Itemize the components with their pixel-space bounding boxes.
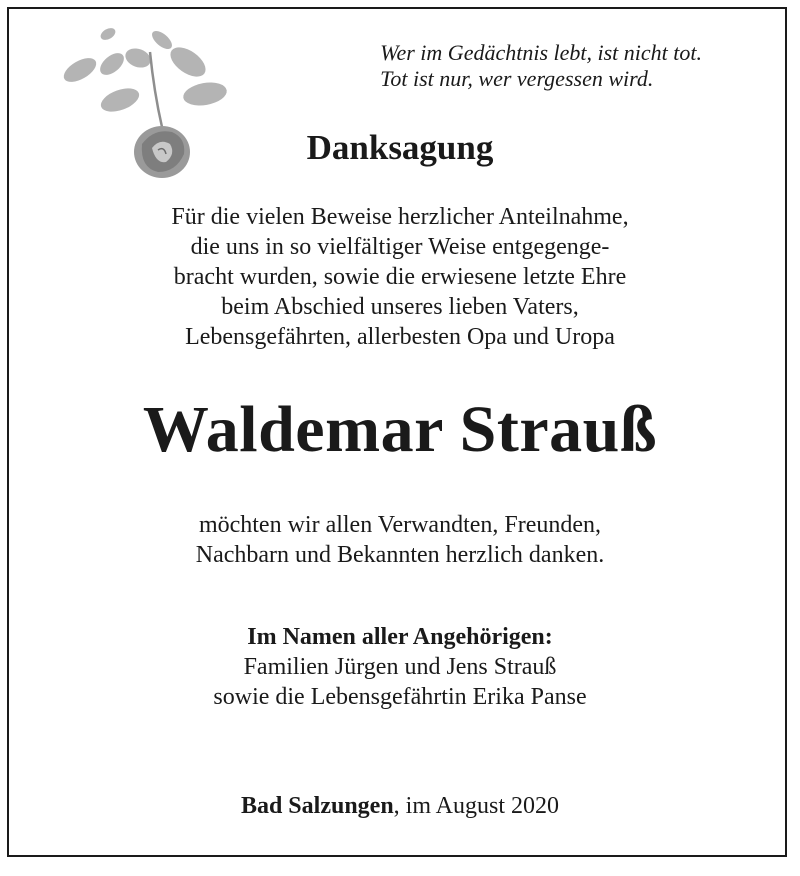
quote-line: Tot ist nur, wer vergessen wird. <box>380 66 654 91</box>
intro-line: Für die vielen Beweise herzlicher Anteilnahme, <box>171 204 629 230</box>
thanks-paragraph <box>0 510 800 570</box>
place-date <box>0 793 800 820</box>
place-name: Bad Salzungen <box>240 793 394 819</box>
notice-title: Danksagung <box>306 128 494 167</box>
deceased-name: Waldemar Strauß <box>142 393 658 466</box>
thanks-line: möchten wir allen Verwandten, Freunden, <box>198 512 602 538</box>
intro-line: bracht wurden, sowie die erwiesene letzte Ehre <box>173 264 627 290</box>
intro-line: Lebensgefährten, allerbesten Opa und Uropa <box>185 324 615 350</box>
date-text: , im August 2020 <box>393 793 560 819</box>
signers-block <box>0 622 800 712</box>
signers-lead: Im Namen aller Angehörigen: <box>247 624 553 650</box>
signers-line: sowie die Lebensgefährtin Erika Panse <box>213 684 587 710</box>
thanks-line: Nachbarn und Bekannten herzlich danken. <box>195 542 605 568</box>
signers-line: Familien Jürgen und Jens Strauß <box>243 654 557 680</box>
intro-paragraph <box>0 202 800 352</box>
memorial-quote <box>380 40 702 92</box>
intro-line: die uns in so vielfältiger Weise entgegenge- <box>190 234 610 260</box>
quote-line: Wer im Gedächtnis lebt, ist nicht tot. <box>380 40 702 65</box>
intro-line: beim Abschied unseres lieben Vaters, <box>221 294 579 320</box>
